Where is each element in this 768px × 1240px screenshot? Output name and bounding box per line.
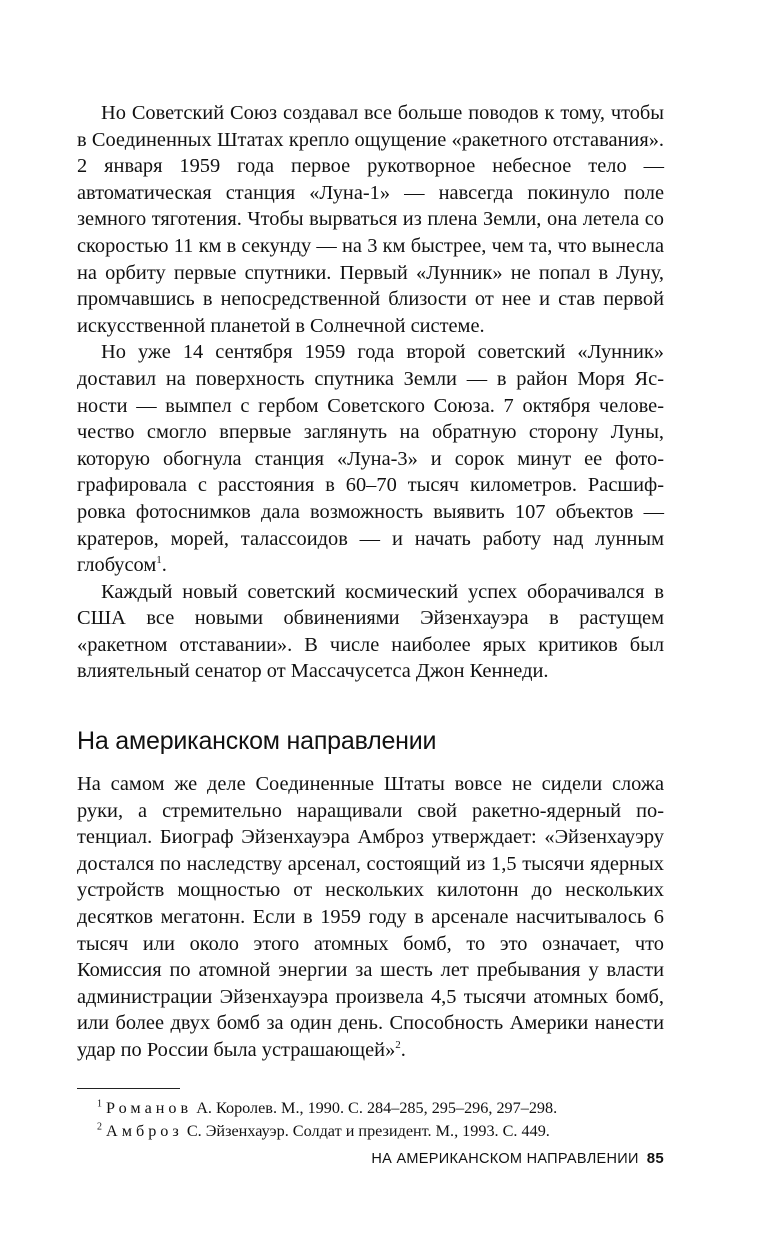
page-body: [77, 100, 664, 1143]
footnote-number: 2: [97, 1121, 102, 1133]
footnote-author: Амброз: [106, 1121, 183, 1140]
paragraph-lunnik-2: Но уже 14 сентября 1959 года второй советский «Лунник» доставил на поверхность спутника Земли — в район Моря Ясности — вымпел с гербом Советского Союза. 7 октября человечество смогло впервые заглянуть на обратную сторону Луны, которую обогнула станция «Луна-3» и сорок минут ее фотографировала с расстояния в 60–70 тысяч километров. Расшифровка фотоснимков дала возможность выявить 107 объектов — кратеров, морей, талассоидов — и начать работу над лунным глобусом$^1$.: [77, 341, 664, 577]
paragraph-text: Но уже 14 сентября 1959 года второй советский «Лунник» доставил на поверхность спутника Земли — в район Моря Ясности — вымпел с гербом Советского Союза. 7 октября человечество смогло впервые заглянуть на обратную сторону Луны, которую обогнула станция «Луна-3» и сорок минут ее фотографировала с расстояния в 60–70 тысяч километров. Расшифровка фотоснимков дала возможность выявить 107 объектов — кратеров, морей, талассоидов — и начать работу над лунным глобусом: [77, 341, 664, 577]
paragraph-luna-1: [77, 100, 664, 339]
paragraph-text: На самом же деле Соединенные Штаты вовсе не сидели сложа руки, а стремительно наращивали свой ракетно-ядерный потенциал. Биограф Эйзенхауэра Амброз утверждает: «Эйзенхауэру достался по наследству арсенал, состоящий из 1,5 тысячи ядерных устройств мощностью от нескольких килотонн до нескольких десятков мегатонн. Если в 1959 году в арсенале насчитывалось 6 тысяч или около этого атомных бомб, то это означает, что Комиссия по атомной энергии за шесть лет пребывания у власти администрации Эйзенхауэра произвела 4,5 тысячи атомных бомб, или более двух бомб за один день. Способность Америки нанести удар по России была устрашающей»: [77, 773, 664, 1061]
paragraph-missile-gap: [77, 579, 664, 685]
paragraph-text: Каждый новый советский космический успех оборачивался в США все новыми обвинениями Эйзенхауэра в растущем «ракетном отставании». В числе наиболее ярых критиков был влиятельный сенатор от Массачусетса Джон Кеннеди.: [77, 580, 664, 683]
section-heading: На американском направлении: [77, 727, 437, 756]
footnote-number: 1: [97, 1098, 102, 1110]
paragraph-text: Но Советский Союз создавал все больше поводов к тому, чтобы в Соединенных Штатах крепло ощущение «ракетного отставания». 2 января 1959 года первое рукотворное небесное тело — автоматическая станция «Луна-1» — навсегда покинуло поле земного тяготения. Чтобы вырваться из плена Земли, она летела со скоростью 11 км в секунду — на 3 км быстрее, чем та, что вынесла на орбиту первые спутники. Первый «Лунник» не попал в Луну, промчавшись в непосредственной близости от нее и став первой искусственной планетой в Солнечной системе.: [77, 102, 664, 337]
footnote-ref-1: 1: [156, 554, 162, 567]
paragraph-arsenal: На самом же деле Соединенные Штаты вовсе не сидели сложа руки, а стремительно наращивали свой ракетно-ядерный потенциал. Биограф Эйзенхауэра Амброз утверждает: «Эйзенхауэру достался по наследству арсенал, состоящий из 1,5 тысячи ядерных устройств мощностью от нескольких килотонн до нескольких десятков мегатонн. Если в 1959 году в арсенале насчитывалось 6 тысяч или около этого атомных бомб, то это означает, что Комиссия по атомной энергии за шесть лет пребывания у власти администрации Эйзенхауэра произвела 4,5 тысячи атомных бомб, или более двух бомб за один день. Способность Америки нанести удар по России была устрашающей»$^2$.: [77, 773, 664, 1061]
footnote-2: [77, 1120, 664, 1143]
page-number: 85: [646, 1150, 664, 1167]
running-footer: [371, 1150, 664, 1167]
footnote-text: А. Королев. М., 1990. С. 284–285, 295–296, 297–298.: [196, 1098, 558, 1117]
footnote-ref-2: 2: [395, 1039, 401, 1052]
footnote-author: Романов: [106, 1098, 193, 1117]
footnote-text: С. Эйзенхауэр. Солдат и президент. М., 1993. С. 449.: [186, 1121, 550, 1140]
running-footer-title: НА АМЕРИКАНСКОМ НАПРАВЛЕНИИ: [371, 1151, 639, 1167]
footnote-1: [77, 1097, 664, 1120]
footnote-divider: [77, 1088, 180, 1089]
